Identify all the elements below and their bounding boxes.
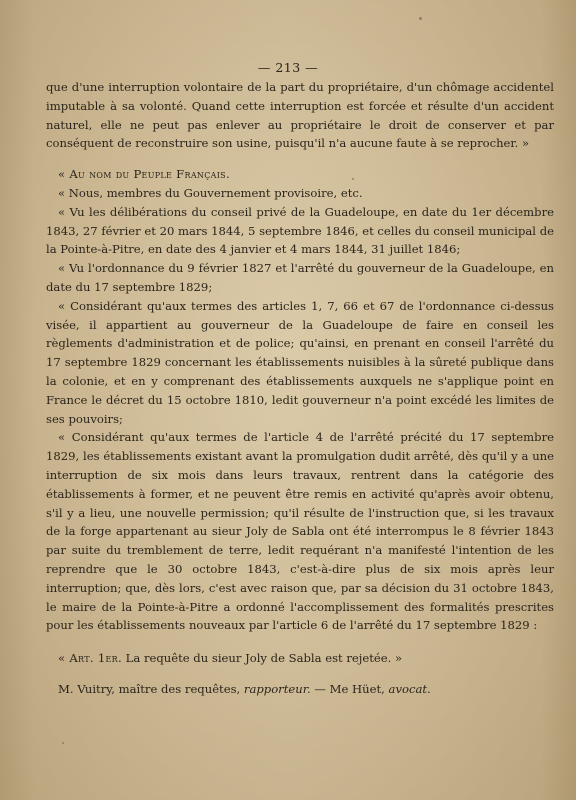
- paragraph-nous: « Nous, membres du Gouvernement provisoire, etc.: [58, 185, 363, 200]
- lawyer-role: avocat.: [388, 681, 431, 696]
- paragraph-considerant-2: « Considérant qu'aux termes de l'article 4 de l'arrêté précité du 17 septembre 1829, les établissements existant avant la promulgation dudit arrêté, dès qu'il y a une interruption de six mois dans leurs travaux, rentrent dans la catégorie des établissements à former, et ne peuvent être remis en activité qu'après avoir obtenu, s'il y a lieu, une nouvelle permission; qu'il résulte de l'instruction que, si les travaux de la forge appartenant au sieur Joly de Sabla ont été interrompus le 8 février 1843 par suite du tremblement de terre, ledit requérant n'a manifesté l'intention de les reprendre que le 30 octobre 1843, c'est-à-dire plus de six mois après leur interruption; que, dès lors, c'est avec raison que, par sa décision du 31 octobre 1843, le maire de la Pointe-à-Pitre a ordonné l'accomplissement des formalités prescrites pour les établissements nouveaux par l'article 6 de l'arrêté du 17 septembre 1829 :: [46, 430, 554, 633]
- lawyer-name: Me Hüet,: [329, 681, 385, 696]
- rapporteur-role: rapporteur.: [243, 681, 311, 696]
- paper-speck: [62, 742, 64, 744]
- article-label: « Art. 1er.: [58, 651, 122, 666]
- paragraph-vu-deliberations: « Vu les délibérations du conseil privé de la Guadeloupe, en date du 1er décembre 1843, 27 février et 20 mars 1844, 5 septembre 1846, et celles du conseil municipal de la Pointe-à-Pitre, en date des 4 janvier et 4 mars 1844, 31 juillet 1846;: [46, 204, 554, 257]
- paragraph-au-nom: « Au nom du Peuple Français.: [58, 167, 230, 182]
- article-line: [46, 649, 554, 668]
- paragraph-considerant-1: « Considérant qu'aux termes des articles 1, 7, 66 et 67 de l'ordonnance ci-dessus visée, il appartient au gouverneur de la Guadeloupe de faire en conseil les règlements d'administration et de police; qu'ainsi, en prenant en conseil l'arrêté du 17 septembre 1829 concernant les établissements nuisibles à la sûreté publique dans la colonie, et en y comprenant des établissements auxquels ne s'applique point en France le décret du 15 octobre 1810, ledit gouverneur n'a point excédé les limites de ses pouvoirs;: [46, 298, 554, 426]
- article-text: La requête du sieur Joly de Sabla est rejetée. »: [125, 651, 403, 666]
- paragraph-intro: que d'une interruption volontaire de la part du propriétaire, d'un chômage accidentel imputable à sa volonté. Quand cette interruption est forcée et résulte d'un accident naturel, elle ne peut pas enlever au propriétaire le droit de conserver et par conséquent de reconstruire son usine, puisqu'il n'a aucune faute à se reprocher. »: [46, 80, 554, 151]
- paper-speck: [419, 17, 422, 20]
- paragraph-vu-ordonnance: « Vu l'ordonnance du 9 février 1827 et l'arrêté du gouverneur de la Guadeloupe, en date du 17 septembre 1829;: [46, 261, 554, 294]
- rapporteur-name: M. Vuitry, maître des requêtes,: [58, 681, 241, 696]
- signature-dash: —: [314, 681, 326, 696]
- page-number: — 213 —: [257, 60, 319, 75]
- signature-line: [46, 680, 554, 699]
- document-body: [46, 78, 554, 699]
